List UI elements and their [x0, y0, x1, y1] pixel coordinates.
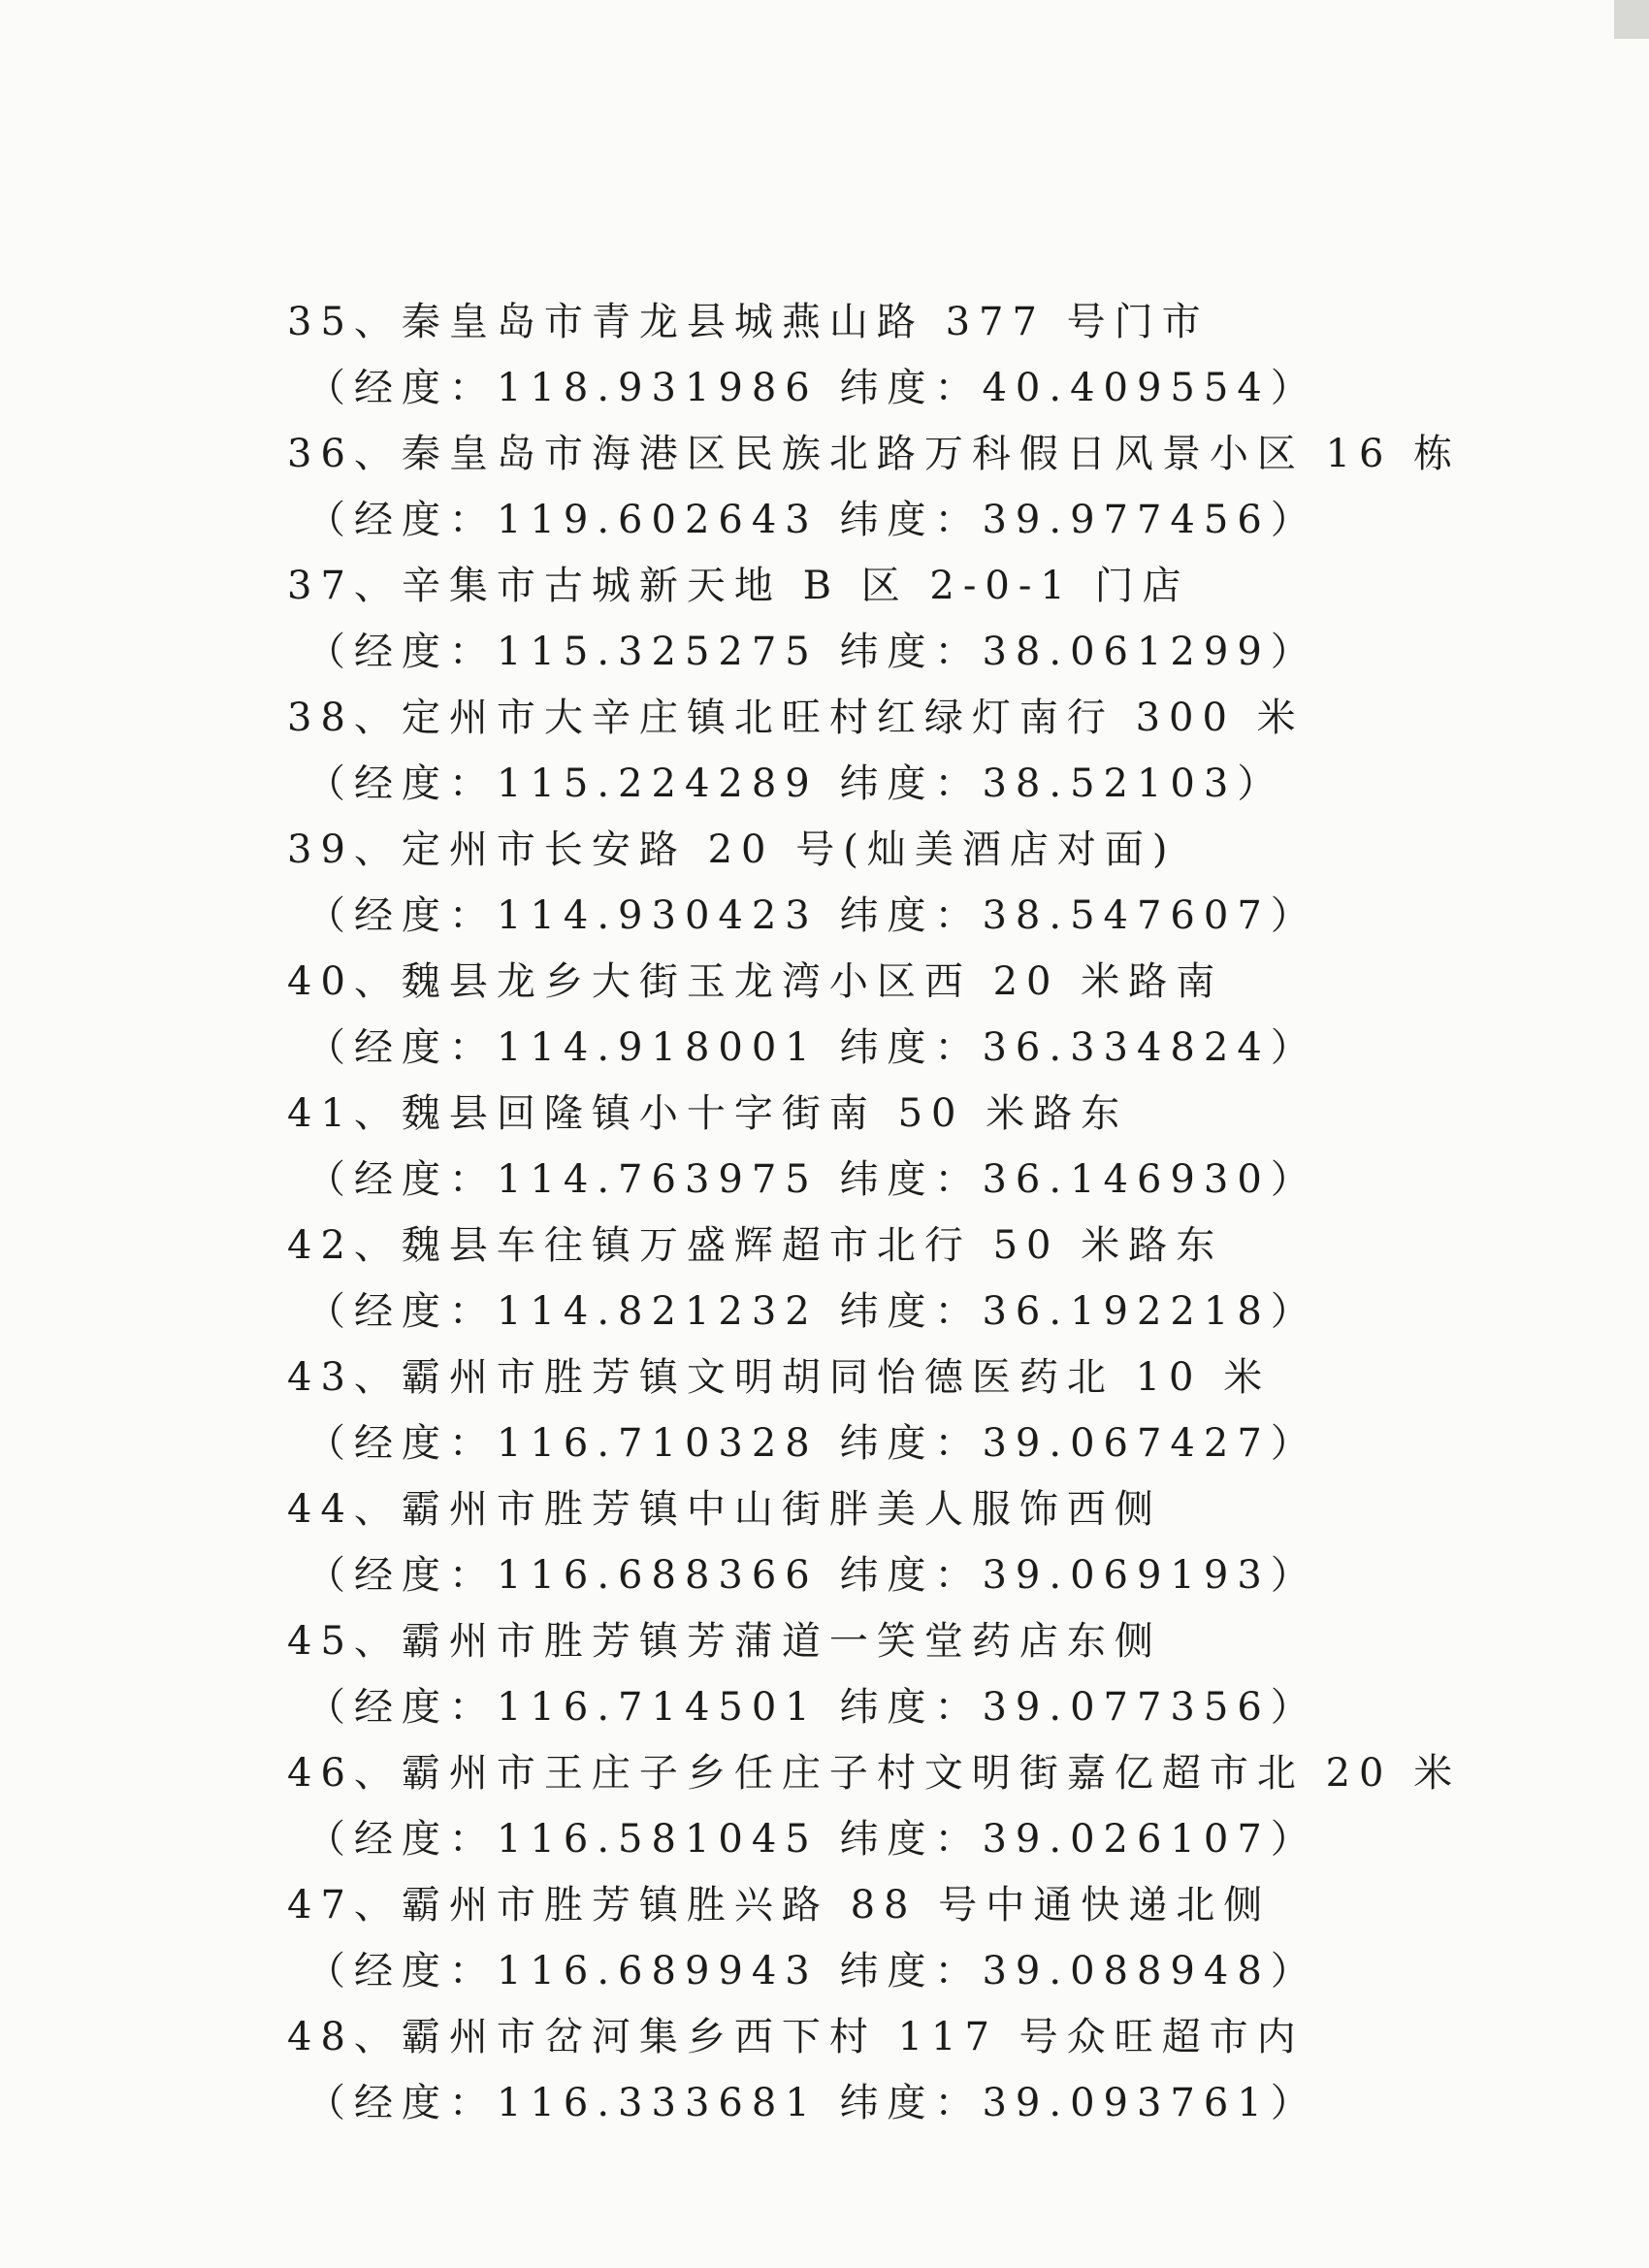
coordinates-line: （经度：115.224289 纬度：38.52103）	[307, 761, 1285, 806]
coordinates-line: （经度：116.688366 纬度：39.069193）	[307, 1553, 1318, 1598]
list-item	[287, 1213, 1374, 1345]
coordinates-line: （经度：116.333681 纬度：39.093761）	[307, 2081, 1318, 2125]
coordinates-line: （经度：116.581045 纬度：39.026107）	[307, 1817, 1318, 1862]
address-line: 43、霸州市胜芳镇文明胡同怡德医药北 10 米	[287, 1355, 1272, 1400]
coordinates-line: （经度：114.763975 纬度：36.146930）	[307, 1157, 1318, 1202]
coordinates-line: （经度：115.325275 纬度：38.061299）	[307, 630, 1318, 674]
address-line: 40、魏县龙乡大街玉龙湾小区西 20 米路南	[287, 959, 1224, 1004]
list-item	[287, 685, 1374, 817]
list-item	[287, 421, 1462, 553]
coordinates-line: （经度：119.602643 纬度：39.977456）	[307, 498, 1318, 542]
address-line: 38、定州市大辛庄镇北旺村红绿灯南行 300 米	[287, 696, 1305, 740]
list-item	[287, 1081, 1374, 1213]
scan-edge-mark	[1614, 0, 1649, 39]
address-line: 47、霸州市胜芳镇胜兴路 88 号中通快递北侧	[287, 1883, 1272, 1928]
coordinates-line: （经度：118.931986 纬度：40.409554）	[307, 366, 1318, 410]
list-item	[287, 1740, 1462, 1872]
list-item	[287, 817, 1374, 949]
address-line: 35、秦皇岛市青龙县城燕山路 377 号门市	[287, 300, 1210, 344]
address-line: 41、魏县回隆镇小十字街南 50 米路东	[287, 1091, 1129, 1136]
list-item	[287, 1345, 1374, 1476]
list-item	[287, 949, 1374, 1081]
list-item	[287, 289, 1374, 421]
address-line: 46、霸州市王庄子乡任庄子村文明街嘉亿超市北 20 米	[287, 1751, 1462, 1796]
coordinates-line: （经度：114.918001 纬度：36.334824）	[307, 1025, 1318, 1070]
location-list	[287, 289, 1462, 2136]
coordinates-line: （经度：114.930423 纬度：38.547607）	[307, 893, 1318, 938]
coordinates-line: （经度：116.710328 纬度：39.067427）	[307, 1421, 1318, 1466]
address-line: 45、霸州市胜芳镇芳蒲道一笑堂药店东侧	[287, 1619, 1162, 1664]
address-line: 44、霸州市胜芳镇中山街胖美人服饰西侧	[287, 1487, 1162, 1532]
list-item	[287, 2004, 1374, 2136]
coordinates-line: （经度：116.714501 纬度：39.077356）	[307, 1685, 1318, 1730]
coordinates-line: （经度：114.821232 纬度：36.192218）	[307, 1289, 1318, 1334]
address-line: 39、定州市长安路 20 号(灿美酒店对面)	[287, 827, 1177, 872]
address-line: 48、霸州市岔河集乡西下村 117 号众旺超市内	[287, 2015, 1305, 2059]
list-item	[287, 1608, 1374, 1740]
address-line: 42、魏县车往镇万盛辉超市北行 50 米路东	[287, 1223, 1224, 1268]
list-item	[287, 553, 1374, 685]
list-item	[287, 1476, 1374, 1608]
address-line: 37、辛集市古城新天地 B 区 2-0-1 门店	[287, 564, 1190, 608]
address-line: 36、秦皇岛市海港区民族北路万科假日风景小区 16 栋	[287, 432, 1462, 476]
coordinates-line: （经度：116.689943 纬度：39.088948）	[307, 1949, 1318, 1993]
list-item	[287, 1872, 1374, 2004]
